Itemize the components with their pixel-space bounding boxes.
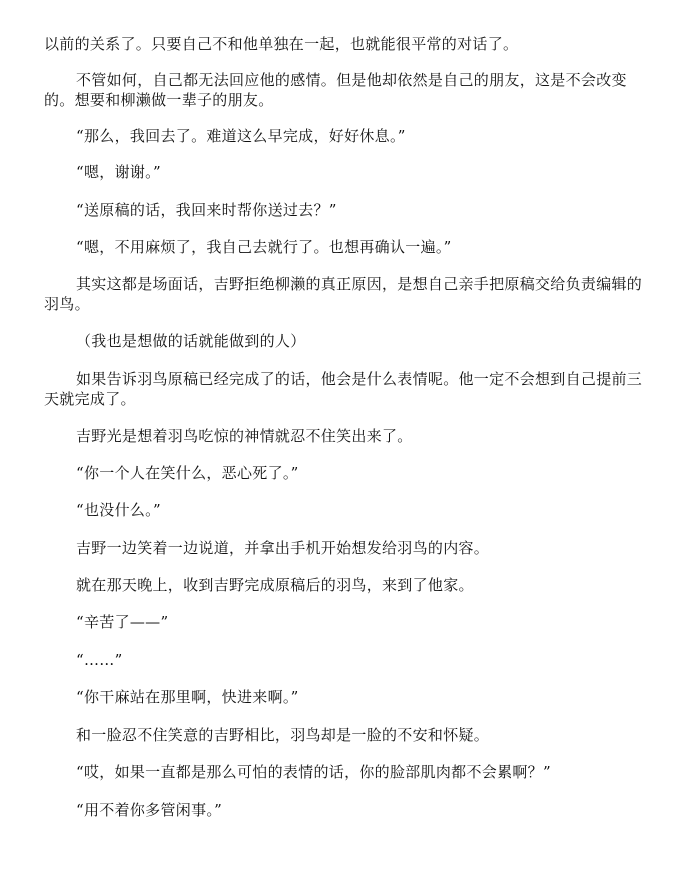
paragraph-20: “用不着你多管闲事。” — [76, 801, 223, 819]
paragraph-16: “……” — [76, 651, 123, 669]
paragraph-12: “也没什么。” — [76, 501, 161, 519]
paragraph-3: “那么，我回去了。难道这么早完成，好好休息。” — [76, 127, 406, 145]
paragraph-7: 其实这都是场面话，吉野拒绝柳濑的真正原因，是想自己亲手把原稿交给负责编辑的羽鸟。 — [44, 275, 643, 313]
paragraph-15: “辛苦了——” — [76, 613, 169, 631]
paragraph-17: “你干麻站在那里啊，快进来啊。” — [76, 688, 299, 706]
paragraph-8: （我也是想做的话就能做到的人） — [76, 332, 306, 350]
paragraph-11: “你一个人在笑什么，恶心死了。” — [76, 464, 299, 482]
paragraph-10: 吉野光是想着羽鸟吃惊的神情就忍不住笑出来了。 — [76, 427, 413, 445]
paragraph-13: 吉野一边笑着一边说道，并拿出手机开始想发给羽鸟的内容。 — [76, 539, 490, 557]
paragraph-4: “嗯，谢谢。” — [76, 163, 161, 181]
paragraph-1: 以前的关系了。只要自己不和他单独在一起，也就能很平常的对话了。 — [44, 35, 519, 53]
paragraph-18: 和一脸忍不住笑意的吉野相比，羽鸟却是一脸的不安和怀疑。 — [76, 726, 490, 744]
paragraph-9: 如果告诉羽鸟原稿已经完成了的话，他会是什么表情呢。他一定不会想到自己提前三天就完成了。 — [44, 370, 643, 408]
paragraph-19: “哎，如果一直都是那么可怕的表情的话，你的脸部肌肉都不会累啊？” — [76, 763, 551, 781]
paragraph-5: “送原稿的话，我回来时帮你送过去？” — [76, 201, 337, 219]
paragraph-2: 不管如何，自己都无法回应他的感情。但是他却依然是自己的朋友，这是不会改变的。想要和柳濑做一辈子的朋友。 — [44, 71, 627, 109]
paragraph-6: “嗯，不用麻烦了，我自己去就行了。也想再确认一遍。” — [76, 238, 452, 256]
paragraph-14: 就在那天晚上，收到吉野完成原稿后的羽鸟，来到了他家。 — [76, 576, 474, 594]
